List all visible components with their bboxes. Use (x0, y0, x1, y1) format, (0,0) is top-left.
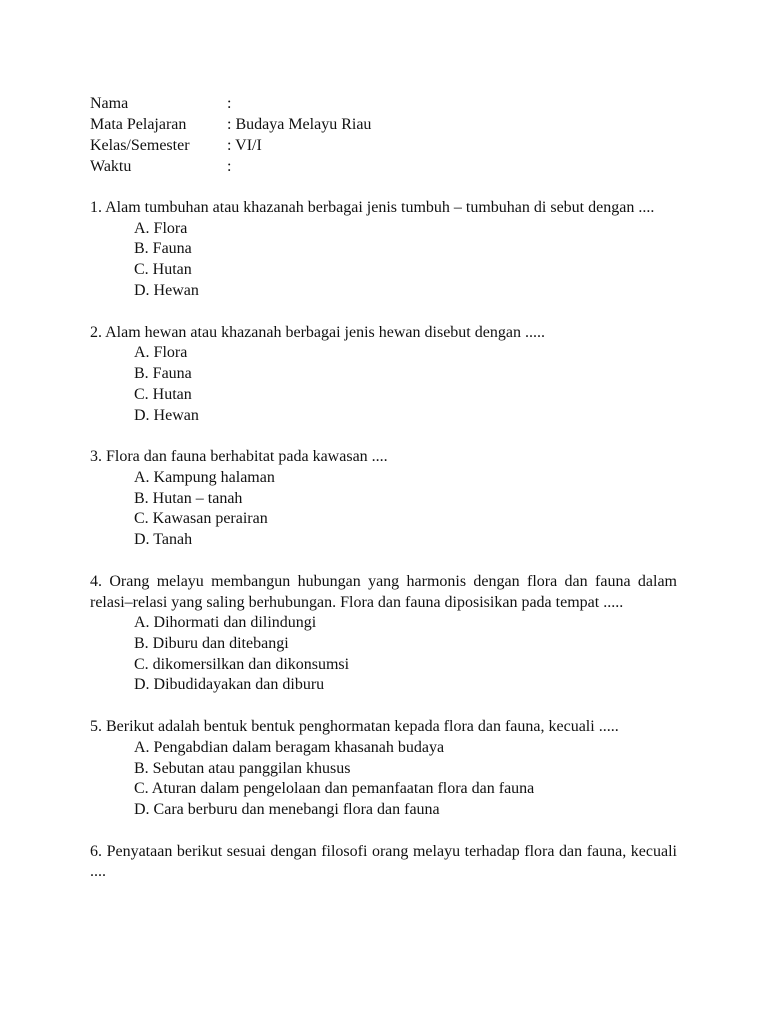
worksheet-page (90, 93, 677, 883)
question-text: 3. Flora dan fauna berhabitat pada kawasan .... (90, 448, 388, 466)
header-label: Waktu (90, 158, 132, 175)
question-5 (90, 717, 677, 821)
answer-option: C. Hutan (134, 261, 192, 279)
answer-option: D. Tanah (134, 531, 193, 549)
answer-options (90, 219, 677, 302)
header-value: : (227, 95, 232, 112)
answer-option: B. Hutan – tanah (134, 489, 243, 507)
question-2 (90, 323, 677, 427)
answer-option: B. Diburu dan ditebangi (134, 634, 289, 652)
answer-option: B. Fauna (134, 364, 192, 382)
question-text: 1. Alam tumbuhan atau khazanah berbagai jenis tumbuh – tumbuhan di sebut dengan .... (90, 199, 655, 216)
header-row-subject (90, 114, 677, 135)
answer-option: A. Dihormati dan dilindungi (134, 614, 317, 632)
worksheet-header (90, 93, 677, 177)
header-label: Mata Pelajaran (90, 116, 187, 133)
answer-option: D. Hewan (134, 281, 199, 299)
header-row-class (90, 135, 677, 156)
question-text: 4. Orang melayu membangun hubungan yang harmonis dengan flora dan fauna dalam relasi–relasi yang saling berhubungan. Flora dan fauna diposisikan pada tempat ..... (90, 573, 677, 611)
header-value: : (227, 158, 232, 175)
header-row-time (90, 156, 677, 177)
question-6 (90, 842, 677, 883)
answer-option: C. Hutan (134, 385, 192, 403)
answer-options (90, 468, 677, 551)
header-value: : Budaya Melayu Riau (227, 116, 372, 133)
header-label: Kelas/Semester (90, 137, 190, 154)
answer-options (90, 343, 677, 426)
question-text: 6. Penyataan berikut sesuai dengan filosofi orang melayu terhadap flora dan fauna, kecuali .... (90, 842, 677, 881)
answer-option: B. Fauna (134, 240, 192, 258)
answer-option: C. Kawasan perairan (134, 510, 268, 528)
question-text: 2. Alam hewan atau khazanah berbagai jenis hewan disebut dengan ..... (90, 323, 545, 341)
answer-option: D. Cara berburu dan menebangi flora dan fauna (134, 801, 440, 819)
answer-options (90, 738, 677, 821)
header-label: Nama (90, 95, 129, 112)
answer-options (90, 613, 677, 696)
answer-option: A. Pengabdian dalam beragam khasanah budaya (134, 738, 445, 756)
answer-option: D. Dibudidayakan dan diburu (134, 676, 325, 694)
question-4 (90, 572, 677, 696)
answer-option: C. Aturan dalam pengelolaan dan pemanfaatan flora dan fauna (134, 780, 535, 798)
question-1 (90, 198, 677, 302)
answer-option: A. Flora (134, 219, 188, 237)
answer-option: B. Sebutan atau panggilan khusus (134, 759, 351, 777)
header-row-name (90, 93, 677, 114)
answer-option: A. Flora (134, 344, 188, 362)
header-value: : VI/I (227, 137, 262, 154)
question-3 (90, 447, 677, 551)
answer-option: D. Hewan (134, 406, 199, 424)
answer-option: A. Kampung halaman (134, 468, 275, 486)
answer-option: C. dikomersilkan dan dikonsumsi (134, 655, 350, 673)
question-text: 5. Berikut adalah bentuk bentuk penghormatan kepada flora dan fauna, kecuali ..... (90, 718, 619, 736)
